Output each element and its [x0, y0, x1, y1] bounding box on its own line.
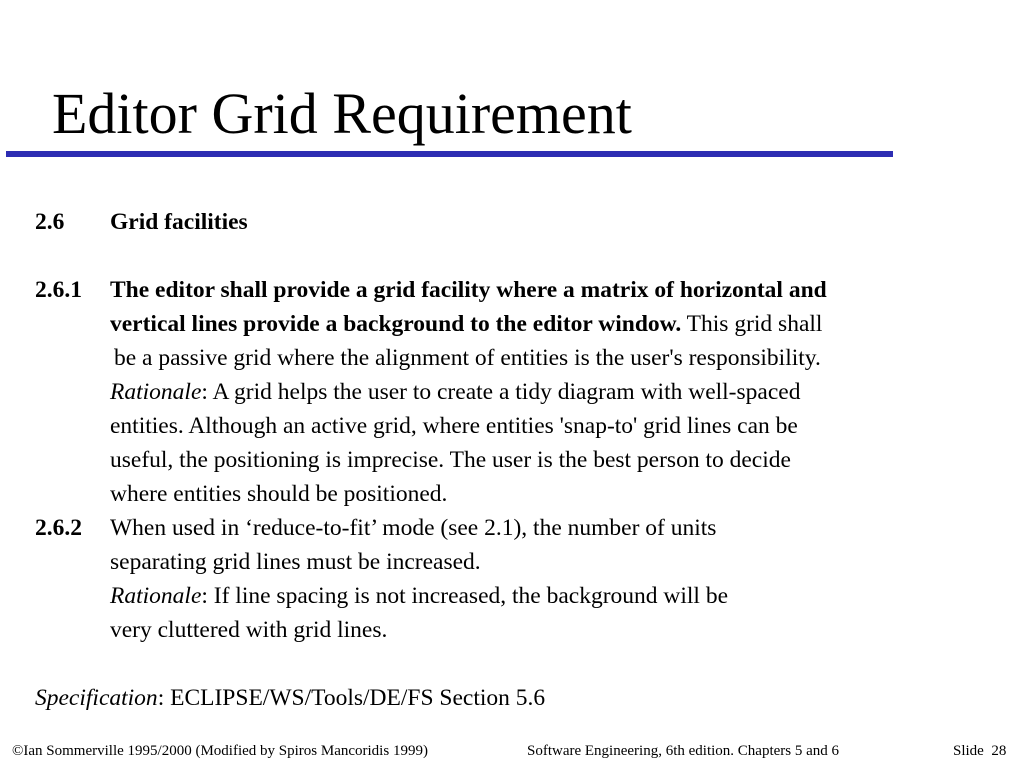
- slide-body: [35, 205, 1010, 715]
- spacer: [35, 647, 1010, 681]
- rationale-label: Rationale: [110, 379, 202, 405]
- requirement-text: vertical lines provide a background to the editor window.: [110, 311, 682, 337]
- requirement-2-6-2-line1: [35, 511, 1010, 545]
- slide-title: Editor Grid Requirement: [52, 81, 632, 146]
- requirement-text: When used in ‘reduce-to-fit’ mode (see 2.1), the number of units: [110, 515, 717, 541]
- rationale-2-6-2-line2: [35, 613, 1010, 647]
- requirement-2-6-1-line3: [35, 341, 1010, 375]
- rationale-text: entities. Although an active grid, where entities 'snap-to' grid lines can be: [110, 413, 798, 439]
- specification-line: [35, 681, 1010, 715]
- slide-label: Slide: [953, 743, 984, 759]
- footer-copyright: ©Ian Sommerville 1995/2000 (Modified by Spiros Mancoridis 1999): [12, 743, 428, 759]
- requirement-text: This grid shall: [681, 311, 823, 337]
- rationale-2-6-1-line3: [35, 443, 1010, 477]
- requirement-2-6-2-line2: [35, 545, 1010, 579]
- requirement-text: separating grid lines must be increased.: [110, 549, 481, 575]
- rationale-text: : A grid helps the user to create a tidy diagram with well-spaced: [201, 379, 801, 405]
- footer-slide-number: [953, 741, 1006, 761]
- requirement-number: 2.6.1: [35, 277, 82, 303]
- requirement-2-6-1-line1: [35, 273, 1010, 307]
- slide-number: 28: [991, 743, 1007, 759]
- rationale-text: where entities should be positioned.: [110, 481, 448, 507]
- requirement-text: be a passive grid where the alignment of entities is the user's responsibility.: [114, 345, 821, 371]
- rationale-text: useful, the positioning is imprecise. The user is the best person to decide: [110, 447, 791, 473]
- specification-label: Specification: [35, 685, 158, 711]
- rationale-2-6-2-line1: [35, 579, 1010, 613]
- rationale-label: Rationale: [110, 583, 202, 609]
- section-heading: [35, 205, 1010, 239]
- footer-book-title: Software Engineering, 6th edition. Chapters 5 and 6: [527, 743, 840, 759]
- specification-text: : ECLIPSE/WS/Tools/DE/FS Section 5.6: [157, 685, 546, 711]
- rationale-2-6-1-line2: [35, 409, 1010, 443]
- spacer: [35, 239, 1010, 273]
- section-title: Grid facilities: [110, 209, 248, 235]
- title-underline: [6, 151, 893, 157]
- section-number: 2.6: [35, 209, 65, 235]
- rationale-text: very cluttered with grid lines.: [110, 617, 388, 643]
- requirement-2-6-1-line2: [35, 307, 1010, 341]
- rationale-2-6-1-line1: [35, 375, 1010, 409]
- rationale-text: : If line spacing is not increased, the background will be: [201, 583, 729, 609]
- requirement-number: 2.6.2: [35, 515, 82, 541]
- rationale-2-6-1-line4: [35, 477, 1010, 511]
- requirement-text: The editor shall provide a grid facility where a matrix of horizontal and: [110, 277, 827, 303]
